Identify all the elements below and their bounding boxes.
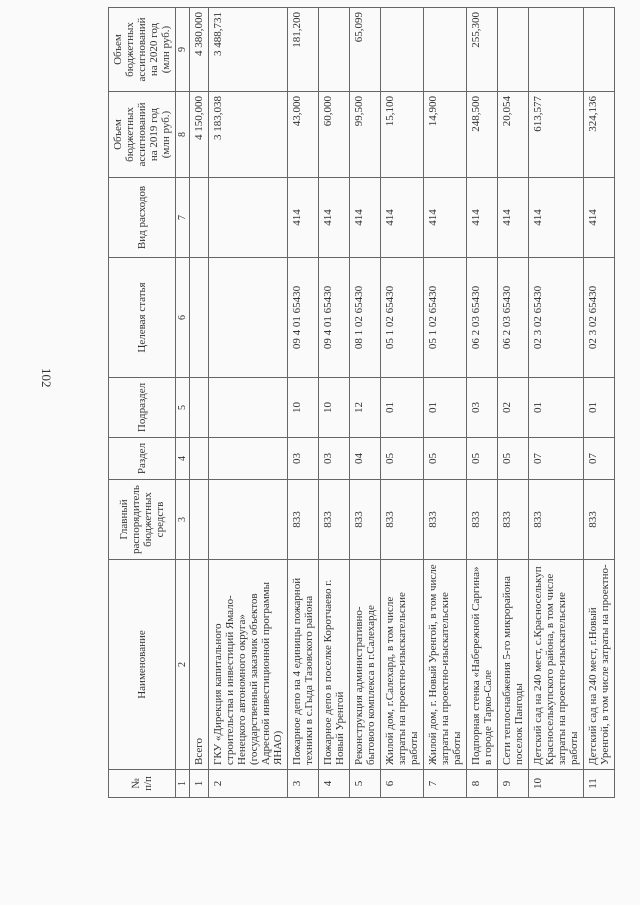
- cell-razd: 03: [319, 438, 350, 480]
- header-grbs: Главный распорядитель бюджетных средств: [109, 480, 176, 560]
- cell-v2020: [529, 8, 584, 92]
- cell-podr: 03: [467, 378, 498, 438]
- header-podrazdel: Подраздел: [109, 378, 176, 438]
- cell-name: Жилой дом, г.Салехард, в том числе затраты на проектно-изыскательские работы: [381, 560, 424, 770]
- cell-cs: 02 3 02 65430: [584, 258, 615, 378]
- cell-name: Сети теплоснабжения 5-го микрорайона поселок Пангоды: [498, 560, 529, 770]
- cell-v2020: 65,099: [350, 8, 381, 92]
- cell-v2019: 14,900: [424, 92, 467, 178]
- cell-razd: 05: [467, 438, 498, 480]
- header-name: Наименование: [109, 560, 176, 770]
- cell-v2019: 15,100: [381, 92, 424, 178]
- cell-cs: 06 2 03 65430: [467, 258, 498, 378]
- cell-podr: 02: [498, 378, 529, 438]
- colnum-9: 9: [176, 8, 190, 92]
- cell-cs: [209, 258, 288, 378]
- cell-razd: 05: [381, 438, 424, 480]
- table-row: [381, 8, 424, 798]
- table-row: [584, 8, 615, 798]
- cell-v2019: 60,000: [319, 92, 350, 178]
- cell-name: Детский сад на 240 мест, с.Красноселькуп Красноселькупского района, в том числе затраты на проектно-изыскательские работы: [529, 560, 584, 770]
- cell-gr: 833: [381, 480, 424, 560]
- colnum-4: 4: [176, 438, 190, 480]
- colnum-6: 6: [176, 258, 190, 378]
- cell-name: Всего: [190, 560, 209, 770]
- cell-razd: 07: [529, 438, 584, 480]
- cell-razd: 03: [288, 438, 319, 480]
- budget-table: [108, 7, 615, 798]
- cell-v2019: 99,500: [350, 92, 381, 178]
- cell-gr: 833: [319, 480, 350, 560]
- cell-razd: [209, 438, 288, 480]
- colnum-2: 2: [176, 560, 190, 770]
- cell-podr: 01: [424, 378, 467, 438]
- cell-cs: 02 3 02 65430: [529, 258, 584, 378]
- table-row: [498, 8, 529, 798]
- cell-cs: [190, 258, 209, 378]
- colnum-8: 8: [176, 92, 190, 178]
- table-row: [467, 8, 498, 798]
- cell-v2020: [498, 8, 529, 92]
- cell-name: Жилой дом, г. Новый Уренгой, в том числе затраты на проектно-изыскательские работы: [424, 560, 467, 770]
- cell-vr: 414: [381, 178, 424, 258]
- cell-v2020: 181,200: [288, 8, 319, 92]
- cell-v2020: 4 380,000: [190, 8, 209, 92]
- cell-gr: 833: [584, 480, 615, 560]
- cell-podr: 12: [350, 378, 381, 438]
- colnum-3: 3: [176, 480, 190, 560]
- cell-num: 2: [209, 770, 288, 798]
- cell-cs: 08 1 02 65430: [350, 258, 381, 378]
- cell-num: 1: [190, 770, 209, 798]
- cell-gr: 833: [467, 480, 498, 560]
- table-row: [350, 8, 381, 798]
- cell-podr: 01: [529, 378, 584, 438]
- table-body: [190, 8, 615, 798]
- cell-name: Пожарное депо в поселке Коротчаево г. Новый Уренгой: [319, 560, 350, 770]
- cell-v2020: 255,300: [467, 8, 498, 92]
- table-row: [209, 8, 288, 798]
- cell-gr: 833: [529, 480, 584, 560]
- cell-podr: 01: [381, 378, 424, 438]
- cell-v2019: 3 183,038: [209, 92, 288, 178]
- cell-gr: 833: [288, 480, 319, 560]
- cell-vr: 414: [424, 178, 467, 258]
- cell-v2020: [424, 8, 467, 92]
- cell-cs: 05 1 02 65430: [381, 258, 424, 378]
- cell-podr: 10: [319, 378, 350, 438]
- cell-num: 7: [424, 770, 467, 798]
- cell-vr: 414: [498, 178, 529, 258]
- cell-num: 10: [529, 770, 584, 798]
- table-row: [190, 8, 209, 798]
- table-row: [529, 8, 584, 798]
- cell-vr: [190, 178, 209, 258]
- cell-gr: [190, 480, 209, 560]
- cell-vr: 414: [319, 178, 350, 258]
- table-row: [288, 8, 319, 798]
- cell-vr: [209, 178, 288, 258]
- colnum-7: 7: [176, 178, 190, 258]
- cell-name: ГКУ «Дирекция капитального строительства и инвестиций Ямало-Ненецкого автономного округа» (государственный заказчик объектов Адресной инвестиционной программы ЯНАО): [209, 560, 288, 770]
- cell-v2020: 3 488,731: [209, 8, 288, 92]
- cell-razd: 04: [350, 438, 381, 480]
- cell-name: Реконструкция административно-бытового комплекса в г.Салехарде: [350, 560, 381, 770]
- cell-v2020: [584, 8, 615, 92]
- cell-num: 3: [288, 770, 319, 798]
- cell-vr: 414: [467, 178, 498, 258]
- cell-gr: 833: [350, 480, 381, 560]
- cell-num: 11: [584, 770, 615, 798]
- cell-v2019: 43,000: [288, 92, 319, 178]
- cell-cs: 09 4 01 65430: [319, 258, 350, 378]
- cell-cs: 06 2 03 65430: [498, 258, 529, 378]
- cell-v2020: [381, 8, 424, 92]
- cell-podr: [190, 378, 209, 438]
- header-num: № п/п: [109, 770, 176, 798]
- header-celevaya-statya: Целевая статья: [109, 258, 176, 378]
- page-number: 102: [39, 368, 54, 388]
- cell-razd: [190, 438, 209, 480]
- cell-num: 4: [319, 770, 350, 798]
- cell-gr: [209, 480, 288, 560]
- header-row: [109, 8, 176, 798]
- cell-vr: 414: [350, 178, 381, 258]
- cell-v2019: 20,054: [498, 92, 529, 178]
- colnum-1: 1: [176, 770, 190, 798]
- cell-num: 8: [467, 770, 498, 798]
- cell-podr: 01: [584, 378, 615, 438]
- cell-num: 9: [498, 770, 529, 798]
- cell-razd: 07: [584, 438, 615, 480]
- table-row: [319, 8, 350, 798]
- cell-razd: 05: [424, 438, 467, 480]
- header-razdel: Раздел: [109, 438, 176, 480]
- column-number-row: [176, 8, 190, 798]
- cell-name: Подпорная стенка «Набережной Саргина» в городе Тарко-Сале: [467, 560, 498, 770]
- cell-gr: 833: [424, 480, 467, 560]
- cell-name: Детский сад на 240 мест, г.Новый Уренгой, в том числе затраты на проектно-: [584, 560, 615, 770]
- cell-name: Пожарное депо на 4 единицы пожарной техники в с.Гыда Тазовского района: [288, 560, 319, 770]
- cell-v2019: 613,577: [529, 92, 584, 178]
- cell-vr: 414: [288, 178, 319, 258]
- cell-cs: 09 4 01 65430: [288, 258, 319, 378]
- cell-v2020: [319, 8, 350, 92]
- cell-v2019: 324,136: [584, 92, 615, 178]
- cell-vr: 414: [529, 178, 584, 258]
- cell-vr: 414: [584, 178, 615, 258]
- header-vid-rashodov: Вид расходов: [109, 178, 176, 258]
- colnum-5: 5: [176, 378, 190, 438]
- cell-podr: 10: [288, 378, 319, 438]
- cell-v2019: 4 150,000: [190, 92, 209, 178]
- header-2019: Объем бюджетных ассигнований на 2019 год (млн руб.): [109, 92, 176, 178]
- cell-razd: 05: [498, 438, 529, 480]
- cell-v2019: 248,500: [467, 92, 498, 178]
- cell-gr: 833: [498, 480, 529, 560]
- table-row: [424, 8, 467, 798]
- cell-num: 6: [381, 770, 424, 798]
- cell-cs: 05 1 02 65430: [424, 258, 467, 378]
- header-2020: Объем бюджетных ассигнований на 2020 год (млн руб.): [109, 8, 176, 92]
- cell-num: 5: [350, 770, 381, 798]
- budget-table-rotated: [108, 8, 610, 798]
- cell-podr: [209, 378, 288, 438]
